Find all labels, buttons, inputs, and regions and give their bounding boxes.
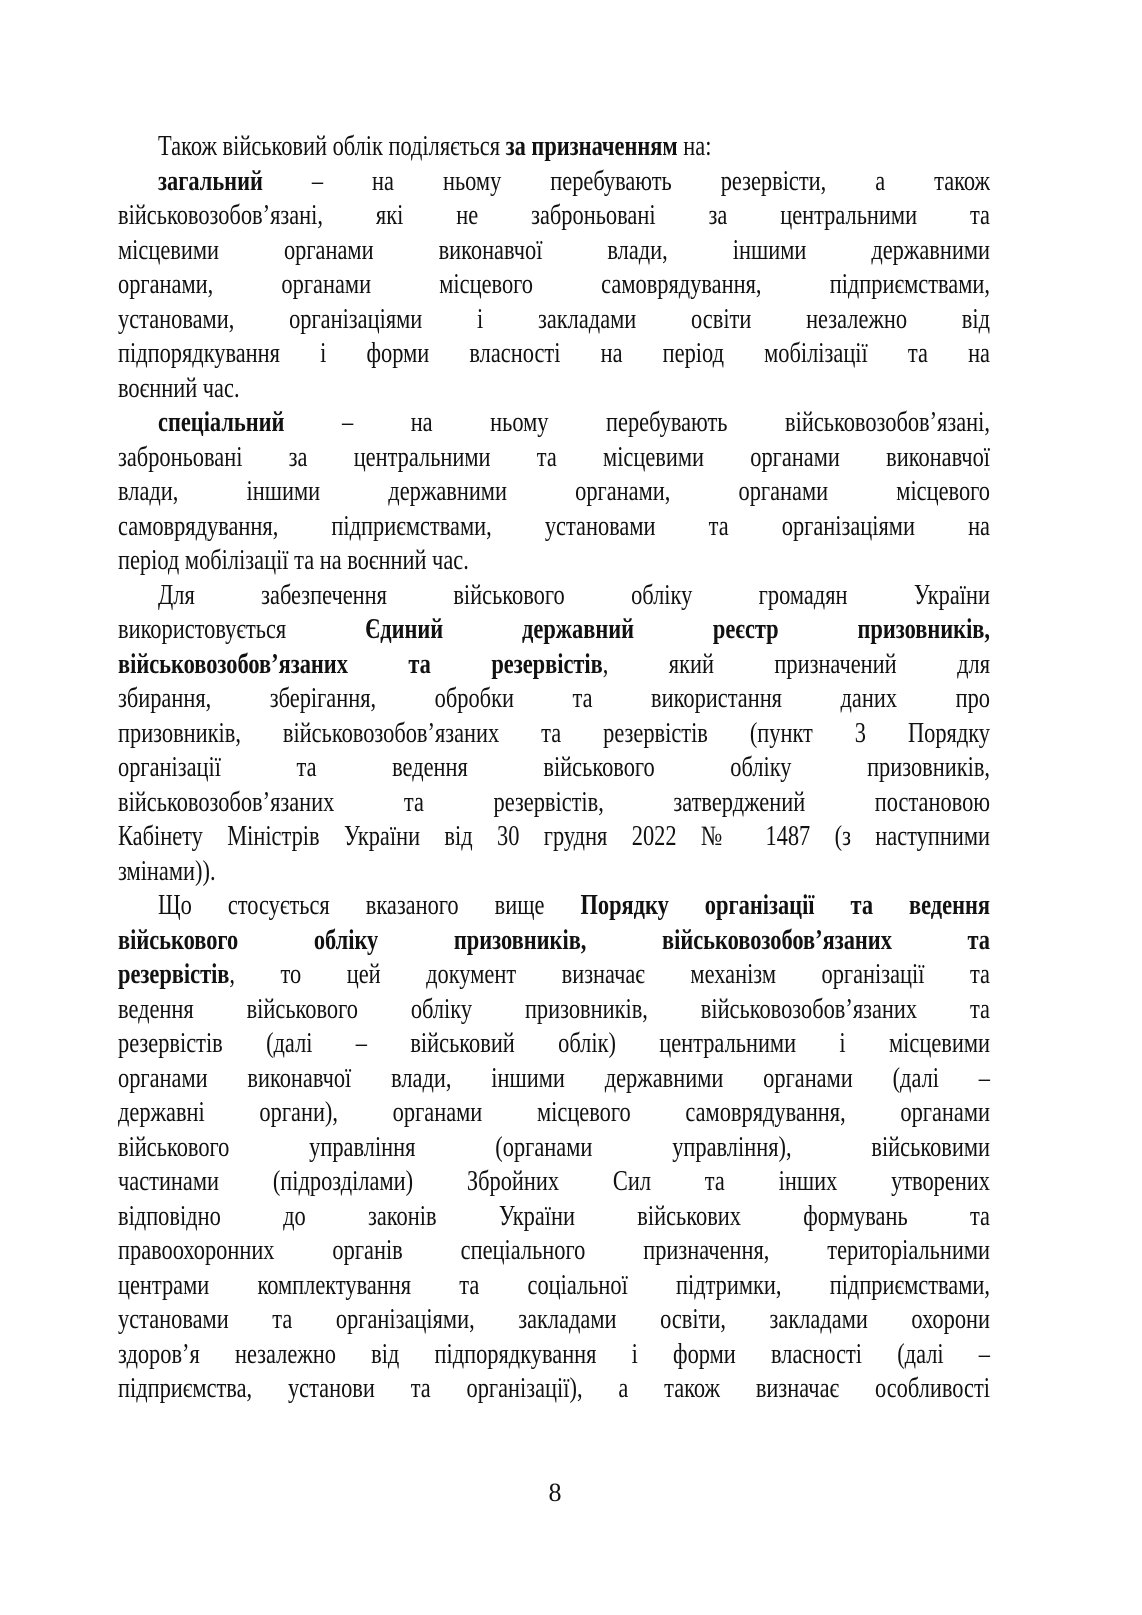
text-line bbox=[118, 1372, 990, 1407]
text-line bbox=[118, 1131, 990, 1166]
paragraph bbox=[118, 165, 990, 407]
text-line bbox=[118, 1062, 990, 1097]
text-segment: період мобілізації та на воєнний час. bbox=[118, 545, 469, 576]
text-line bbox=[118, 268, 990, 303]
text-line bbox=[118, 889, 990, 924]
text-line bbox=[118, 958, 990, 993]
text-line bbox=[118, 613, 990, 648]
text-segment: частинами (підрозділами) Збройних Сил та інших утворених bbox=[118, 1166, 990, 1197]
text-line bbox=[118, 820, 990, 855]
text-segment: установами та організаціями, закладами освіти, закладами охорони bbox=[118, 1304, 990, 1335]
text-line bbox=[118, 1200, 990, 1235]
text-line bbox=[118, 337, 990, 372]
text-line bbox=[118, 544, 990, 579]
text-line bbox=[118, 993, 990, 1028]
text-segment: військовозобов’язані, які не заброньовані за центральними та bbox=[118, 200, 990, 231]
text-segment: Для забезпечення військового обліку громадян України bbox=[158, 579, 990, 611]
text-line bbox=[118, 1096, 990, 1131]
text-line bbox=[118, 234, 990, 269]
text-segment: змінами)). bbox=[118, 855, 216, 887]
text-segment: центрами комплектування та соціальної підтримки, підприємствами, bbox=[118, 1269, 990, 1301]
text-line bbox=[118, 579, 990, 614]
paragraph bbox=[118, 406, 990, 579]
text-segment: резервістів (далі – військовий облік) центральними і місцевими bbox=[118, 1028, 990, 1059]
text-segment: Кабінету Міністрів України від 30 грудня 2022 № 1487 (з наступними bbox=[118, 821, 990, 852]
text-line bbox=[118, 1027, 990, 1062]
bold-text: резервістів bbox=[118, 959, 230, 990]
text-line bbox=[118, 199, 990, 234]
text-line bbox=[118, 510, 990, 545]
text-line bbox=[118, 751, 990, 786]
bold-text: Єдиний державний реєстр призовників, bbox=[365, 614, 991, 645]
text-line bbox=[118, 1303, 990, 1338]
text-segment: – на ньому перебувають військовозобов’язані, bbox=[284, 407, 990, 438]
text-line bbox=[118, 372, 990, 407]
text-segment: державні органи), органами місцевого самоврядування, органами bbox=[118, 1097, 990, 1128]
text-segment: установами, організаціями і закладами освіти незалежно від bbox=[118, 303, 990, 335]
text-line bbox=[118, 1165, 990, 1200]
text-segment: , то цей документ визначає механізм організації та bbox=[229, 959, 990, 990]
text-line bbox=[118, 475, 990, 510]
text-segment: правоохоронних органів спеціального призначення, територіальними bbox=[118, 1235, 990, 1266]
text-line bbox=[118, 1269, 990, 1304]
text-segment: влади, іншими державними органами, органами місцевого bbox=[118, 476, 990, 507]
text-line bbox=[118, 441, 990, 476]
text-segment: ведення військового обліку призовників, військовозобов’язаних та bbox=[118, 993, 990, 1025]
text-segment: підпорядкування і форми власності на період мобілізації та на bbox=[118, 338, 990, 369]
text-segment: здоров’я незалежно від підпорядкування і форми власності (далі – bbox=[118, 1338, 990, 1370]
text-segment: воєнний час. bbox=[118, 372, 240, 404]
bold-text: військового обліку призовників, військовозобов’язаних та bbox=[118, 924, 990, 956]
text-line bbox=[118, 924, 990, 959]
text-segment: Що стосується вказаного вище bbox=[158, 890, 581, 921]
text-line bbox=[118, 786, 990, 821]
bold-text: Порядку організації та ведення bbox=[580, 890, 990, 921]
text-segment: місцевими органами виконавчої влади, іншими державними bbox=[118, 234, 990, 266]
text-segment: самоврядування, підприємствами, установами та організаціями на bbox=[118, 510, 990, 542]
text-segment: військового управління (органами управління), військовими bbox=[118, 1131, 990, 1163]
paragraph bbox=[118, 579, 990, 890]
text-segment: організації та ведення військового обліку призовників, bbox=[118, 752, 990, 783]
text-line bbox=[118, 130, 990, 165]
text-line bbox=[118, 303, 990, 338]
paragraph bbox=[118, 889, 990, 1407]
text-line bbox=[118, 717, 990, 752]
text-segment: відповідно до законів України військових формувань та bbox=[118, 1200, 990, 1232]
text-segment: підприємства, установи та організації), а також визначає особливості bbox=[118, 1373, 990, 1404]
text-line bbox=[118, 1338, 990, 1373]
text-segment: збирання, зберігання, обробки та використання даних про bbox=[118, 683, 990, 714]
text-segment: використовується bbox=[118, 614, 366, 645]
document-body bbox=[118, 130, 990, 1407]
bold-text: за призначенням bbox=[505, 131, 678, 162]
text-segment: призовників, військовозобов’язаних та резервістів (пункт 3 Порядку bbox=[118, 717, 990, 749]
text-line bbox=[118, 855, 990, 890]
text-segment: заброньовані за центральними та місцевими органами виконавчої bbox=[118, 441, 990, 473]
text-line bbox=[118, 648, 990, 683]
bold-text: спеціальний bbox=[158, 407, 285, 438]
text-segment: органами, органами місцевого самоврядування, підприємствами, bbox=[118, 269, 990, 300]
text-line bbox=[118, 165, 990, 200]
text-segment: органами виконавчої влади, іншими державними органами (далі – bbox=[118, 1062, 990, 1094]
text-segment: на: bbox=[677, 131, 712, 162]
text-line bbox=[118, 682, 990, 717]
text-segment: – на ньому перебувають резервісти, а також bbox=[262, 165, 991, 197]
paragraph bbox=[118, 130, 990, 165]
bold-text: військовозобов’язаних та резервістів bbox=[118, 648, 603, 680]
text-segment: , який призначений для bbox=[602, 648, 990, 680]
text-segment: військовозобов’язаних та резервістів, затверджений постановою bbox=[118, 786, 990, 818]
page-number: 8 bbox=[548, 1478, 562, 1507]
text-line bbox=[118, 1234, 990, 1269]
bold-text: загальний bbox=[158, 165, 263, 197]
text-segment: Також військовий облік поділяється bbox=[158, 131, 506, 162]
text-line bbox=[118, 406, 990, 441]
